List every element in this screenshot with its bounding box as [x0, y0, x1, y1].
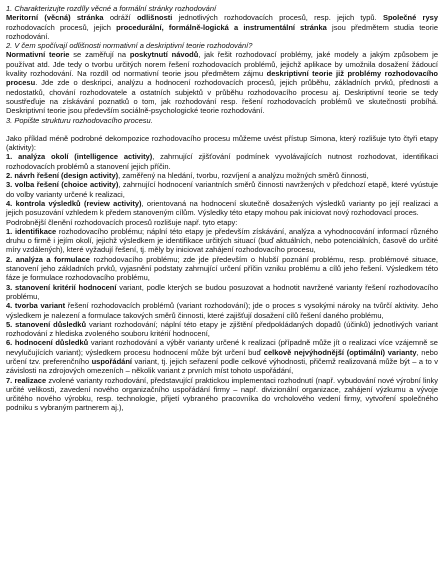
paragraph — [6, 50, 438, 115]
bold-text-run: Společné rysy — [382, 13, 438, 23]
text-run: , zahrnující hodnocení variantních směrů činnosti navržených v předchozí etapě, které vyústuje do volby varianty určené k realizaci, — [6, 180, 438, 199]
text-run: rozhodovacího problému; náplní této etapy je především získávání, analýza a vyhodnocování informací různého druhu o firmě i jejím okolí, jejichž výsledkem je identifikace určitých situací (buď aktuálních, nebo potenciálních, časově do určité míry vzdálených), které vyžadují řešení, tj. měly by iniciovat zahájení rozhodovacího procesu, — [6, 226, 439, 255]
text-run: odráží — [103, 13, 137, 23]
text-run: variant, tj. jejich seřazení podle celkové výhodnosti, přičemž realizovaná může být – a to v závislosti na zdrojových omezeních – několik variant z prvních míst tohoto uspořádání, — [6, 356, 438, 376]
bold-text-run: 1. identifikace — [6, 226, 57, 236]
bold-text-run: celkově nejvýhodnější (optimální) varianty — [263, 347, 417, 357]
text-run: zvolené varianty rozhodování, představující praktickou implementaci rozhodnutí (např. vybudování nové výrobní linky určité velikosti, zavedení nového organizačního uspořádání firmy – např. divizionální organizace, zahájení výzkumu a vývoje určitého nového výrobku, resp. technologie, přijetí vybraného pracovníka do vrcholového vedení firmy, vytvoření společného podniku s vybraným partnerem aj.), — [6, 375, 439, 413]
text-run: , nebo určení tzv. preferenčního — [6, 347, 438, 366]
bold-text-run: poskytnutí návodů — [129, 50, 199, 60]
paragraph — [6, 227, 438, 255]
text-run: . Jde zde o deskripci, analýzu a hodnocení rozhodovacích procesů, jejich průběhu, základních prvků, přednosti a nedostatků, chování rozhodovatele a ostatních subjektů v průběhu rozhodovacího procesu aj. Deskriptivní teorie se tedy soustřeďuje na získávání poznatků o tom, jak rozhodování resp. řešení rozhodovacích problémů ve skutečnosti probíhá. Deskriptivní teorie jsou především sociálně-psychologické teorie rozhodování. — [6, 78, 438, 116]
bold-text-run: 3. stanovení kritérií hodnocení — [6, 282, 117, 292]
text-run: , jak řešit rozhodovací problémy, jaké modely a jakým způsobem je používat atd. Jde tedy o tvorbu určitých norem řešení rozhodovacích problémů, jejichž aplikace by umožnila dosažení žádoucí kvality rozhodování. Na rozdíl od normativní teorie jsou předmětem zájmu — [6, 50, 438, 79]
bold-text-run: procedurální, formálně-logická a instrumentální stránka — [116, 22, 327, 32]
text-run: jsou předmětem studia teorie rozhodování. — [6, 22, 438, 41]
text-run: Podrobnější členění rozhodovacích procesů rozlišuje např. tyto etapy: — [6, 217, 238, 227]
paragraph — [6, 301, 438, 320]
spacer — [6, 125, 438, 134]
text-run: řešení rozhodovacích problémů (variant rozhodování); jde o proces s vysokými nároky na tvůrčí aktivity. Jeho výsledkem je nalezení a formulace takových směrů činnosti, které zajišťují dosažení cílů řešení daného problému, — [6, 301, 438, 320]
bold-text-run: 7. realizace — [6, 375, 47, 385]
text-run: jednotlivých rozhodovacích procesů, resp. jejich typů. — [172, 13, 383, 23]
question-heading — [6, 4, 438, 13]
text-run: 1. Charakterizujte rozdíly věcné a formální stránky rozhodování — [6, 4, 217, 13]
document-page — [6, 4, 438, 413]
bold-text-run: 6. hodnocení důsledků — [6, 338, 89, 348]
paragraph — [6, 152, 438, 171]
bold-text-run: 2. analýza a formulace — [6, 254, 90, 264]
text-run: variant, podle kterých se budou posuzovat a hodnotit navržené varianty řešení rozhodovacího problému, — [6, 282, 438, 301]
bold-text-run: 4. kontrola výsledků (review activity) — [6, 198, 142, 208]
text-run: 3. Popište strukturu rozhodovacího procesu. — [6, 115, 153, 125]
question-heading — [6, 41, 438, 50]
paragraph — [6, 376, 438, 413]
paragraph — [6, 13, 438, 41]
text-run: se zaměřují na — [69, 50, 130, 60]
bold-text-run: 5. stanovení důsledků — [6, 319, 87, 329]
paragraph — [6, 338, 438, 375]
text-run: rozhodovacího problému; zde jde především o hlubší poznání problému, resp. problémové situace, stanovení jeho základních prvků, vyjasnění podstaty zahrnující určení příčin vzniku problému a cílů jeho řešení. Výsledkem této fáze je formulace rozhodovacího problému, — [6, 254, 439, 283]
paragraph — [6, 283, 438, 302]
text-run: Jako příklad méně podrobné dekompozice rozhodovacího procesu můžeme uvést přístup Simona, který rozlišuje tyto čtyři etapy (aktivity): — [6, 133, 438, 153]
bold-text-run: 4. tvorba variant — [6, 301, 66, 311]
bold-text-run: 2. návrh řešení (design activity) — [6, 171, 119, 181]
text-run: , orientovaná na hodnocení skutečně dosažených výsledků varianty po její realizaci a jejich posuzování vzhledem k předem stanoveným cílům. Výsledky této etapy mohou pak iniciovat nový rozhodovací proces. — [6, 198, 438, 218]
bold-text-run: uspořádání — [91, 356, 133, 366]
paragraph — [6, 199, 438, 218]
bold-text-run: 1. analýza okolí (intelligence activity) — [6, 152, 153, 162]
bold-text-run: odlišnosti — [136, 13, 173, 23]
bold-text-run: Normativní teorie — [6, 50, 70, 60]
text-run: , zaměřený na hledání, tvorbu, rozvíjení a analýzu možných směrů činnosti, — [118, 171, 369, 181]
bold-text-run: deskriptivní teorie již problémy rozhodovacího procesu — [6, 69, 439, 88]
text-run: variant rozhodování; náplní této etapy je zjištění předpokládaných dopadů (účinků) jednotlivých variant rozhodování z hlediska zvoleného souboru kritérií hodnocení, — [6, 319, 438, 339]
paragraph — [6, 255, 438, 283]
text-run: , zahrnující zjišťování podmínek vyvolávajících nutnost rozhodovat, identifikaci rozhodovacích problémů a stanovení jejich příčin. — [6, 152, 438, 171]
paragraph — [6, 218, 438, 227]
paragraph — [6, 320, 438, 339]
text-run: variant rozhodování a výběr varianty určené k realizaci (případně může jít o realizaci více vzájemně se nevylučujících variant); výsledkem procesu hodnocení může být určení buď — [6, 338, 438, 357]
text-run: 2. V čem spočívají odlišnosti normativní a deskriptivní teorie rozhodování? — [6, 41, 253, 51]
paragraph — [6, 134, 438, 153]
paragraph — [6, 171, 438, 180]
text-run: rozhodovacích procesů, jejich — [6, 22, 117, 32]
bold-text-run: Meritorní (věcná) stránka — [6, 13, 104, 23]
bold-text-run: 3. volba řešení (choice activity) — [6, 180, 119, 190]
paragraph — [6, 180, 438, 199]
question-heading — [6, 116, 438, 125]
